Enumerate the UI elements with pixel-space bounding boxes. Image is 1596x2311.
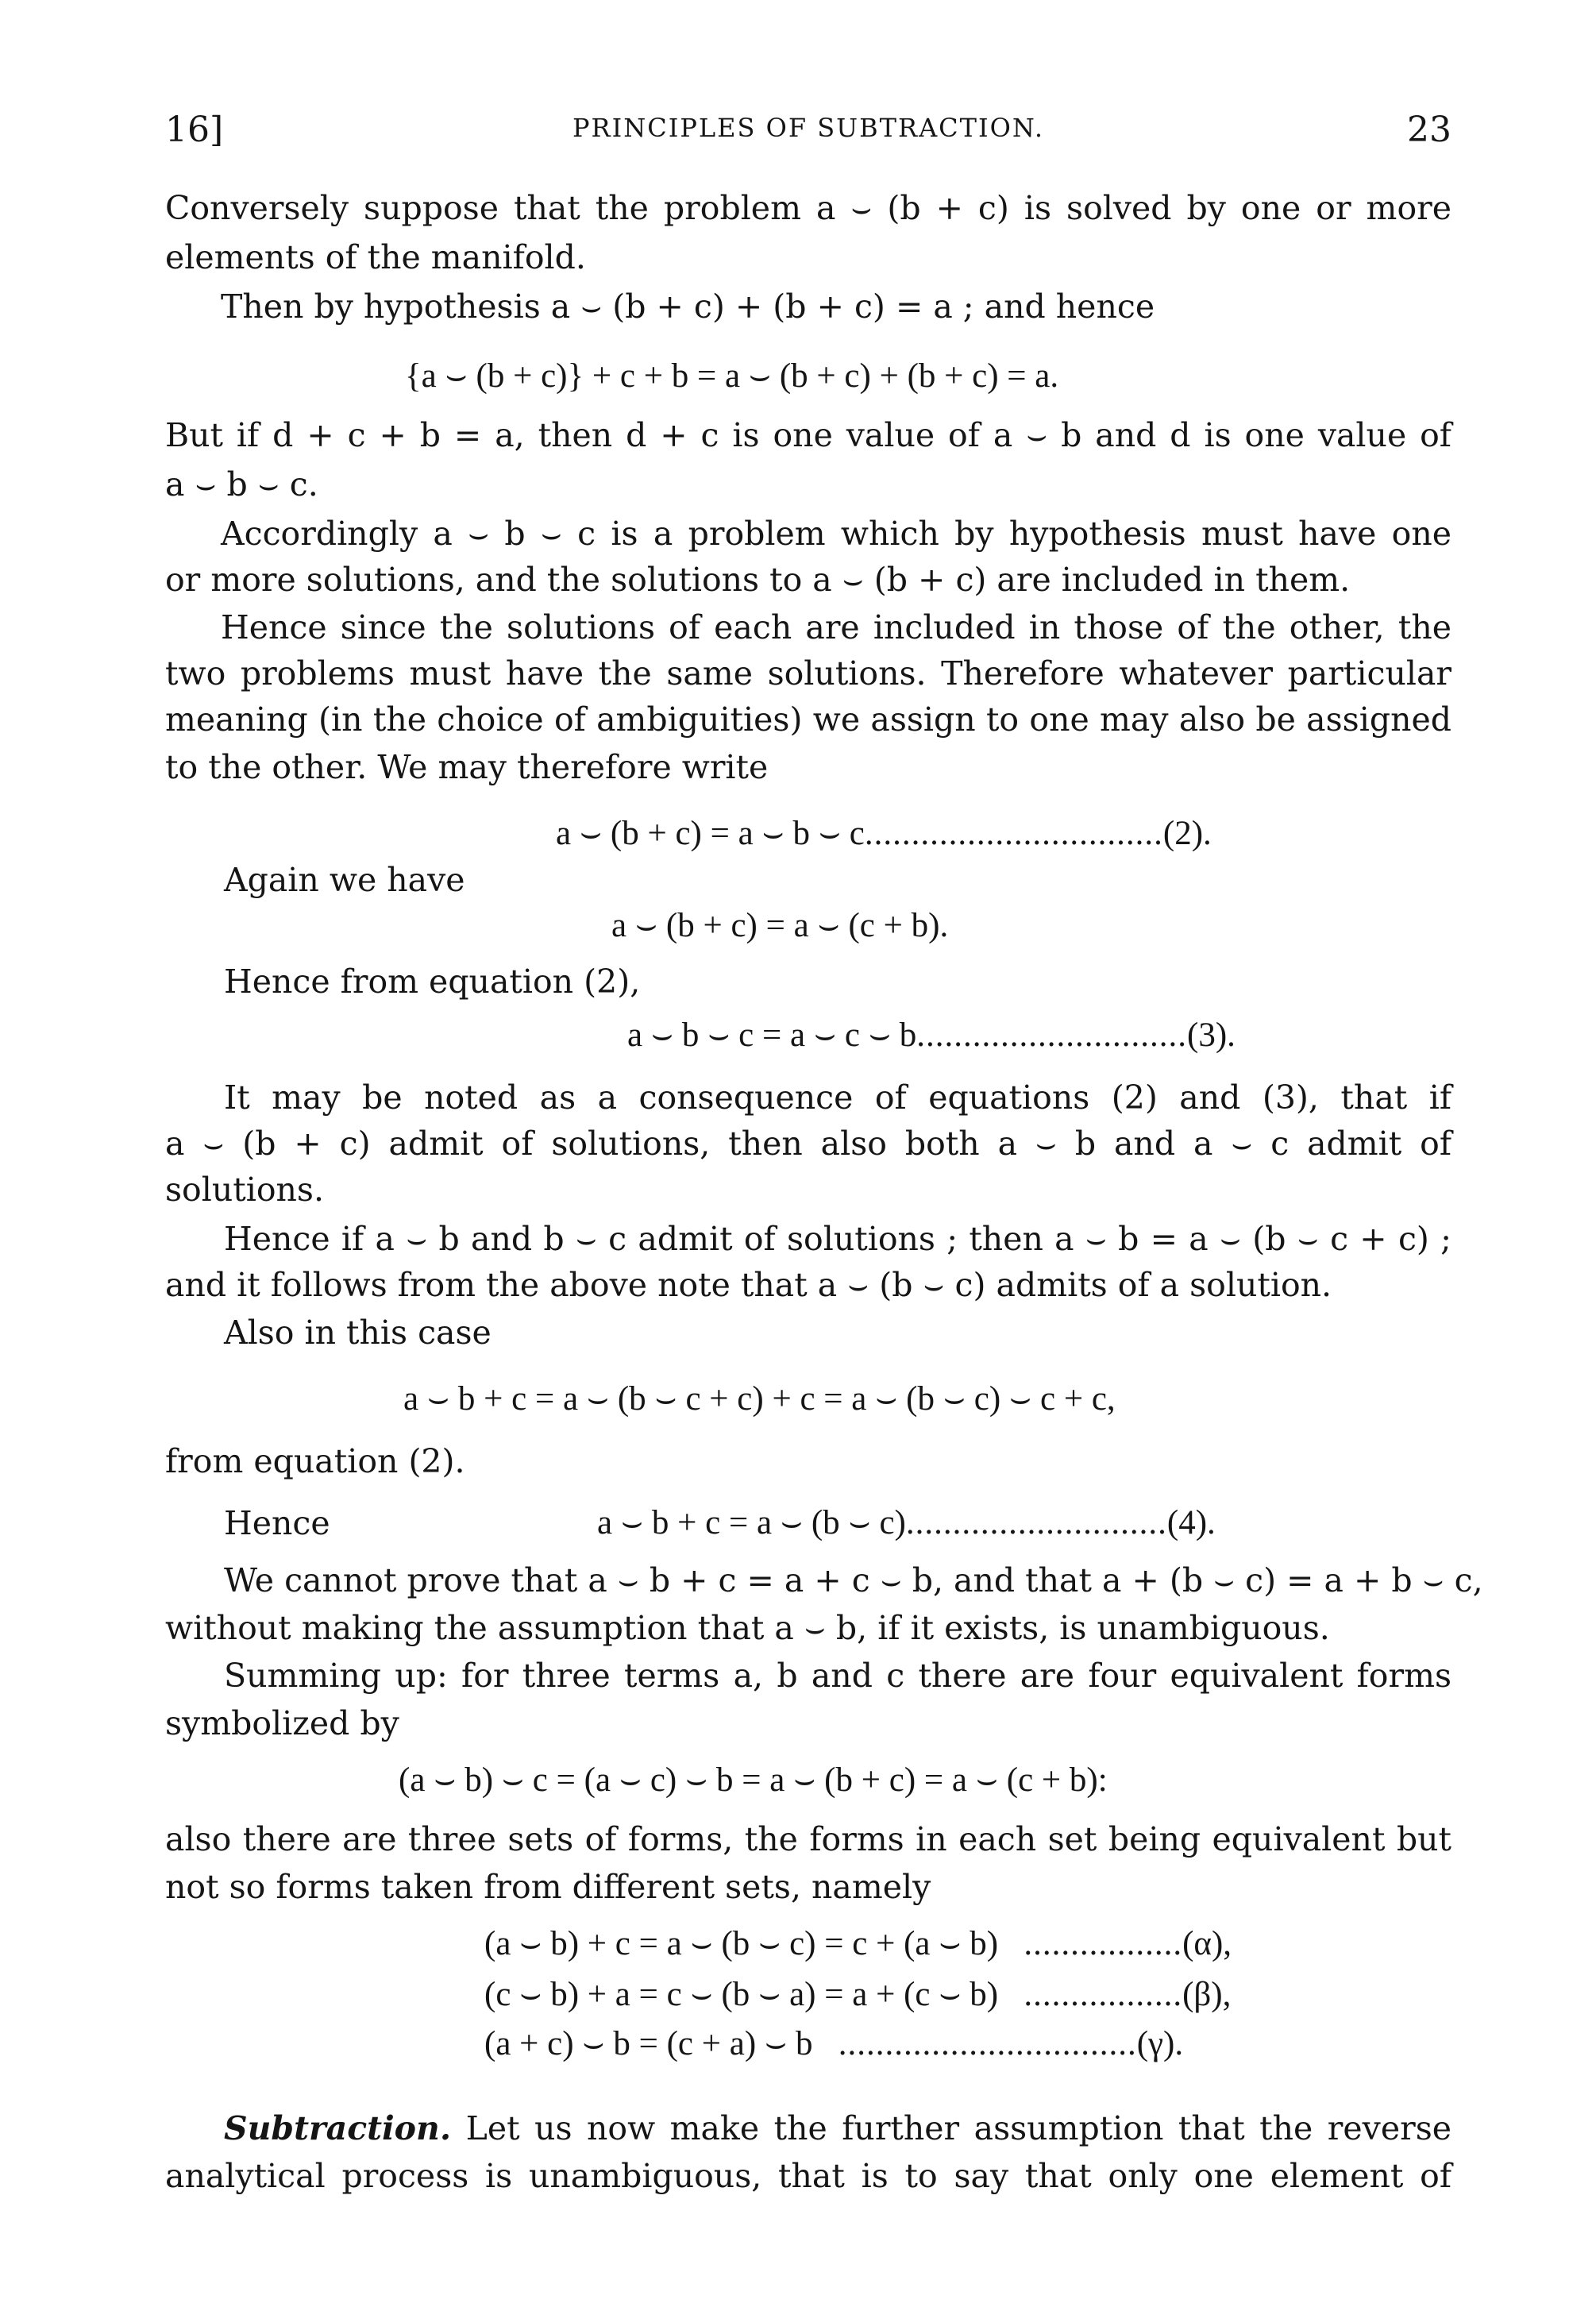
equation-2 xyxy=(556,813,1212,855)
text-line: It may be noted as a consequence of equations (2) and (3), that if xyxy=(224,1078,1451,1117)
text-line: Conversely suppose that the problem a ⌣ (b + c) is solved by one or more xyxy=(165,189,1451,227)
section-number: 16] xyxy=(165,110,224,150)
text-line: Again we have xyxy=(224,861,465,899)
equation-4-lead: Hence xyxy=(224,1504,330,1542)
equation-display: a ⌣ (b + c) = a ⌣ (c + b). xyxy=(611,907,949,944)
leader-dots: ................. xyxy=(1024,1976,1183,2013)
leader-dots: ................................ xyxy=(838,2025,1137,2062)
leader-dots: ................................ xyxy=(864,815,1163,852)
text-line: Then by hypothesis a ⌣ (b + c) + (b + c) = a ; and hence xyxy=(221,287,1155,326)
text-line: also there are three sets of forms, the forms in each set being equivalent but xyxy=(165,1820,1451,1858)
text-line: But if d + c + b = a, then d + c is one value of a ⌣ b and d is one value of xyxy=(165,416,1451,454)
text-line: symbolized by xyxy=(165,1704,399,1742)
leader-dots: ................. xyxy=(1024,1925,1183,1962)
text-line: or more solutions, and the solutions to a ⌣ (b + c) are included in them. xyxy=(165,561,1351,599)
text-line: analytical process is unambiguous, that is to say that only one element of xyxy=(165,2157,1451,2195)
text-line: Hence if a ⌣ b and b ⌣ c admit of solutions ; then a ⌣ b = a ⌣ (b ⌣ c + c) ; xyxy=(224,1220,1451,1258)
equation-beta-expr: (c ⌣ b) + a = c ⌣ (b ⌣ a) = a + (c ⌣ b) xyxy=(484,1976,999,2013)
equation-alpha-tag: (α), xyxy=(1182,1925,1232,1962)
text-line: and it follows from the above note that a ⌣ (b ⌣ c) admits of a solution. xyxy=(165,1266,1332,1304)
equation-2-expr: a ⌣ (b + c) = a ⌣ b ⌣ c xyxy=(556,815,865,852)
equation-display: {a ⌣ (b + c)} + c + b = a ⌣ (b + c) + (b + c) = a. xyxy=(405,357,1059,395)
text-line: a ⌣ (b + c) admit of solutions, then also both a ⌣ b and a ⌣ c admit of xyxy=(165,1125,1451,1163)
equation-display: a ⌣ b + c = a ⌣ (b ⌣ c + c) + c = a ⌣ (b ⌣ c) ⌣ c + c, xyxy=(403,1380,1116,1418)
equation-3-tag: (3). xyxy=(1187,1017,1236,1054)
text-line: Let us now make the further assumption that the reverse xyxy=(465,2109,1451,2147)
equation-4-tag: (4). xyxy=(1166,1504,1216,1541)
equation-2-tag: (2). xyxy=(1162,815,1212,852)
page-number: 23 xyxy=(1407,110,1451,150)
equation-gamma-expr: (a + c) ⌣ b = (c + a) ⌣ b xyxy=(484,2025,813,2062)
text-line: from equation (2). xyxy=(165,1442,465,1480)
text-line: We cannot prove that a ⌣ b + c = a + c ⌣ b, and that a + (b ⌣ c) = a + b ⌣ c, xyxy=(224,1561,1483,1599)
leader-dots: ............................. xyxy=(916,1017,1188,1054)
equation-4-expr: a ⌣ b + c = a ⌣ (b ⌣ c) xyxy=(597,1504,906,1541)
equation-beta-tag: (β), xyxy=(1182,1976,1232,2013)
text-line: Summing up: for three terms a, b and c there are four equivalent forms xyxy=(224,1657,1451,1695)
text-line: Hence since the solutions of each are included in those of the other, the xyxy=(221,608,1451,646)
leader-dots: ............................ xyxy=(905,1504,1167,1541)
equation-gamma xyxy=(484,2024,1183,2065)
text-line: Also in this case xyxy=(224,1314,492,1352)
subtraction-paragraph-line xyxy=(224,2108,1451,2149)
text-line: two problems must have the same solutions. Therefore whatever particular xyxy=(165,654,1451,693)
equation-display: (a ⌣ b) ⌣ c = (a ⌣ c) ⌣ b = a ⌣ (b + c) = a ⌣ (c + b): xyxy=(399,1761,1108,1799)
text-line: not so forms taken from different sets, namely xyxy=(165,1868,931,1906)
text-line: Accordingly a ⌣ b ⌣ c is a problem which by hypothesis must have one xyxy=(221,515,1451,553)
text-line: to the other. We may therefore write xyxy=(165,748,769,786)
equation-alpha-expr: (a ⌣ b) + c = a ⌣ (b ⌣ c) = c + (a ⌣ b) xyxy=(484,1925,999,1962)
text-line: a ⌣ b ⌣ c. xyxy=(165,465,318,503)
text-line: solutions. xyxy=(165,1171,324,1209)
equation-beta xyxy=(484,1974,1231,2016)
page-header xyxy=(165,110,1451,157)
equation-3 xyxy=(627,1015,1236,1056)
subtraction-heading: Subtraction. xyxy=(224,2109,452,2147)
text-line: without making the assumption that a ⌣ b, if it exists, is unambiguous. xyxy=(165,1609,1330,1647)
equation-3-expr: a ⌣ b ⌣ c = a ⌣ c ⌣ b xyxy=(627,1017,917,1054)
running-title: PRINCIPLES OF SUBTRACTION. xyxy=(572,113,1044,143)
text-line: Hence from equation (2), xyxy=(224,963,641,1001)
equation-alpha xyxy=(484,1923,1232,1965)
text-line: meaning (in the choice of ambiguities) we assign to one may also be assigned xyxy=(165,700,1451,739)
equation-4 xyxy=(597,1503,1216,1544)
text-line: elements of the manifold. xyxy=(165,238,586,276)
equation-gamma-tag: (γ). xyxy=(1136,2025,1184,2062)
